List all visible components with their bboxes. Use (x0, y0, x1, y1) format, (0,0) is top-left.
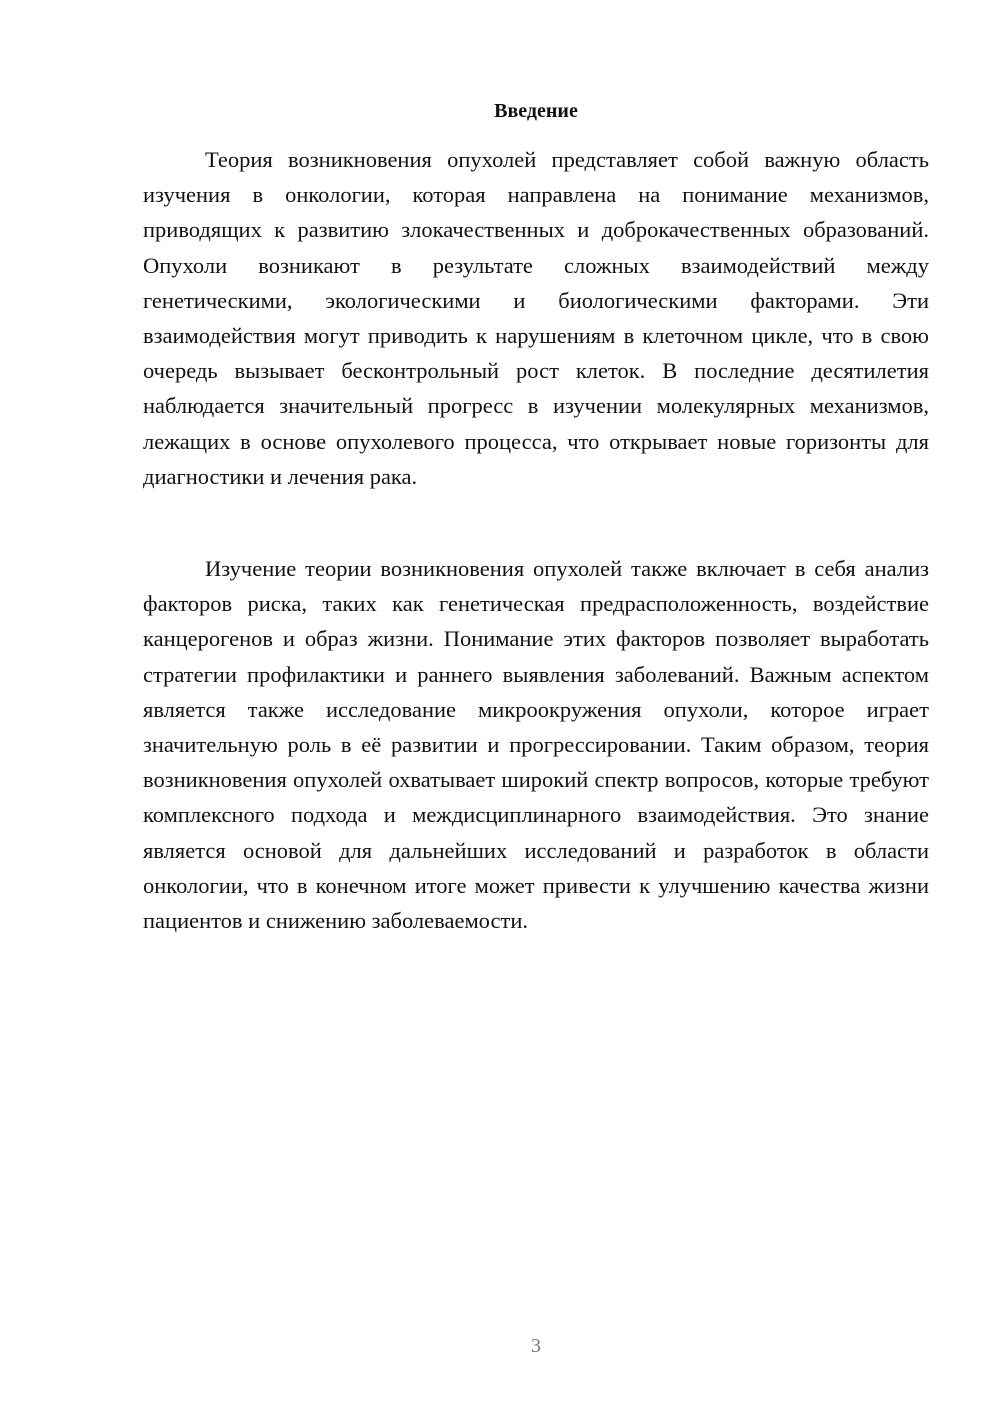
paragraph-1: Теория возникновения опухолей представляет собой важную область изучения в онкологии, которая направлена на понимание механизмов, приводящих к развитию злокачественных и доброкачественных образований. Опухоли возникают в результате сложных взаимодействий между генетическими, экологическими и биологическими факторами. Эти взаимодействия могут приводить к нарушениям в клеточном цикле, что в свою очередь вызывает бесконтрольный рост клеток. В последние десятилетия наблюдается значительный прогресс в изучении молекулярных механизмов, лежащих в основе опухолевого процесса, что открывает новые горизонты для диагностики и лечения рака. (143, 147, 929, 489)
page-number: 3 (531, 1335, 541, 1357)
paragraph-2: Изучение теории возникновения опухолей также включает в себя анализ факторов риска, таких как генетическая предрасположенность, воздействие канцерогенов и образ жизни. Понимание этих факторов позволяет выработать стратегии профилактики и раннего выявления заболеваний. Важным аспектом является также исследование микроокружения опухоли, которое играет значительную роль в её развитии и прогрессировании. Таким образом, теория возникновения опухолей охватывает широкий спектр вопросов, которые требуют комплексного подхода и междисциплинарного взаимодействия. Это знание является основой для дальнейших исследований и разработок в области онкологии, что в конечном итоге может привести к улучшению качества жизни пациентов и снижению заболеваемости. (143, 556, 929, 934)
section-heading: Введение (494, 100, 578, 122)
